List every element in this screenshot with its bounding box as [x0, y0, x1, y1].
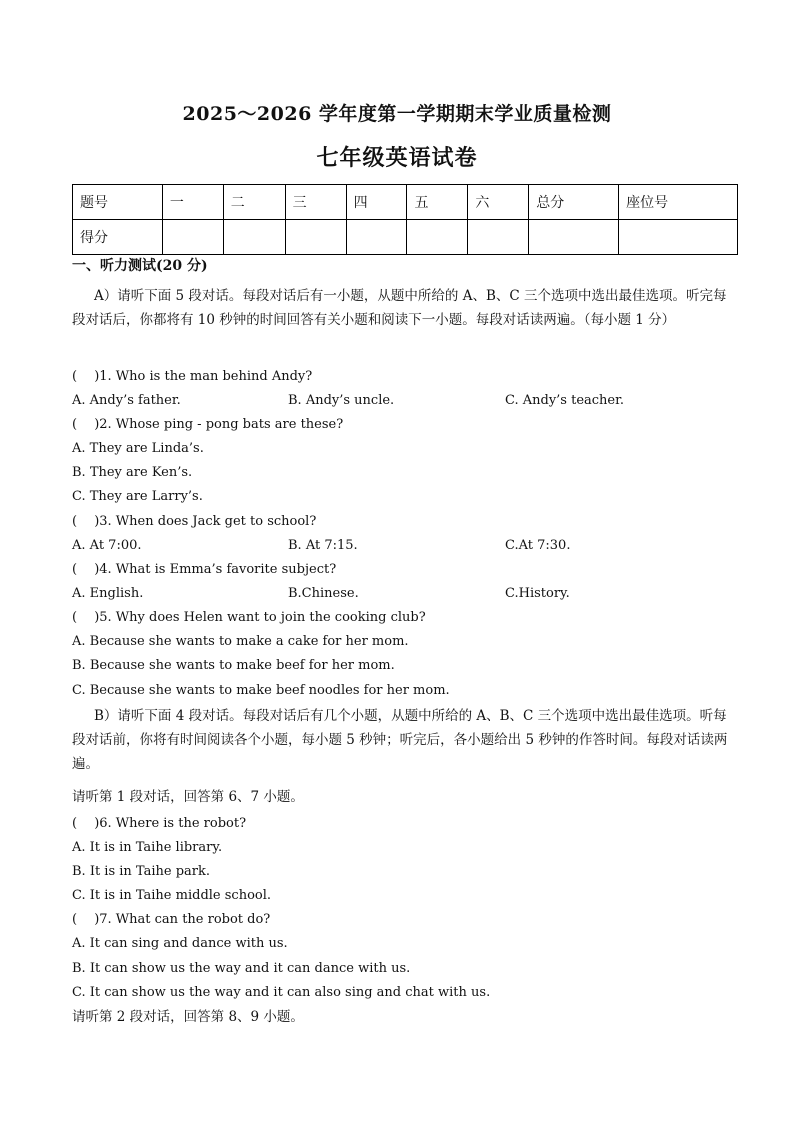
cell-seat-number: 座位号	[619, 185, 738, 220]
q6-option-b: B. It is in Taihe park.	[72, 864, 210, 879]
q3-option-a: A. At 7:00.	[72, 538, 142, 553]
score-table-score-row	[73, 220, 738, 255]
cell-part-2: 二	[223, 185, 285, 220]
section-heading: 一、听力测试(20 分)	[72, 258, 208, 274]
q6-option-c: C. It is in Taihe middle school.	[72, 888, 272, 903]
question-5: ( )5. Why does Helen want to join the cooking club?	[72, 610, 426, 625]
exam-title: 2025～2026 学年度第一学期期末学业质量检测	[182, 103, 612, 125]
q7-option-c: C. It can show us the way and it can also sing and chat with us.	[72, 985, 491, 1000]
score-cell[interactable]	[468, 220, 529, 255]
score-cell[interactable]	[529, 220, 619, 255]
score-table	[72, 184, 738, 255]
question-2: ( )2. Whose ping - pong bats are these?	[72, 417, 344, 432]
exam-subtitle: 七年级英语试卷	[316, 145, 478, 171]
q2-option-c: C. They are Larry’s.	[72, 489, 203, 504]
cell-total: 总分	[529, 185, 619, 220]
dialog-1-instruction: 请听第 1 段对话，回答第 6、7 小题。	[72, 789, 304, 805]
cell-part-3: 三	[285, 185, 346, 220]
cell-label-question-number: 题号	[73, 185, 163, 220]
q7-option-a: A. It can sing and dance with us.	[72, 936, 288, 951]
cell-part-1: 一	[162, 185, 223, 220]
question-3: ( )3. When does Jack get to school?	[72, 514, 317, 529]
score-cell[interactable]	[285, 220, 346, 255]
cell-part-4: 四	[346, 185, 407, 220]
dialog-2-instruction: 请听第 2 段对话，回答第 8、9 小题。	[72, 1009, 304, 1025]
q7-option-b: B. It can show us the way and it can dance with us.	[72, 961, 411, 976]
q3-option-c: C.At 7:30.	[505, 538, 571, 553]
cell-label-score: 得分	[73, 220, 163, 255]
question-6: ( )6. Where is the robot?	[72, 816, 247, 831]
score-cell[interactable]	[346, 220, 407, 255]
q2-option-a: A. They are Linda’s.	[72, 441, 204, 456]
q2-option-b: B. They are Ken’s.	[72, 465, 193, 480]
cell-part-6: 六	[468, 185, 529, 220]
score-cell[interactable]	[619, 220, 738, 255]
q4-option-b: B.Chinese.	[288, 586, 359, 601]
part-a-instructions: A）请听下面 5 段对话。每段对话后有一小题，从题中所给的 A、B、C 三个选项中选出最佳选项。听完每段对话后，你都将有 10 秒钟的时间回答有关小题和阅读下一小题。每段对话读两遍。（每小题 1 分）	[72, 288, 727, 328]
cell-part-5: 五	[407, 185, 468, 220]
q1-option-b: B. Andy’s uncle.	[288, 393, 395, 408]
q1-option-c: C. Andy’s teacher.	[505, 393, 625, 408]
question-4: ( )4. What is Emma’s favorite subject?	[72, 562, 337, 577]
score-cell[interactable]	[223, 220, 285, 255]
q5-option-a: A. Because she wants to make a cake for her mom.	[72, 634, 409, 649]
q3-option-b: B. At 7:15.	[288, 538, 358, 553]
q5-option-b: B. Because she wants to make beef for her mom.	[72, 658, 395, 673]
score-cell[interactable]	[162, 220, 223, 255]
part-b-instructions: B）请听下面 4 段对话。每段对话后有几个小题，从题中所给的 A、B、C 三个选项中选出最佳选项。听每段对话前，你将有时间阅读各个小题，每小题 5 秒钟；听完后，各小题给出 5 秒钟的作答时间。每段对话读两遍。	[72, 708, 728, 772]
q1-option-a: A. Andy’s father.	[72, 393, 181, 408]
score-table-header-row	[73, 185, 738, 220]
q5-option-c: C. Because she wants to make beef noodles for her mom.	[72, 683, 450, 698]
score-cell[interactable]	[407, 220, 468, 255]
q4-option-a: A. English.	[72, 586, 144, 601]
q4-option-c: C.History.	[505, 586, 570, 601]
question-7: ( )7. What can the robot do?	[72, 912, 271, 927]
question-1: ( )1. Who is the man behind Andy?	[72, 369, 313, 384]
q6-option-a: A. It is in Taihe library.	[72, 840, 223, 855]
